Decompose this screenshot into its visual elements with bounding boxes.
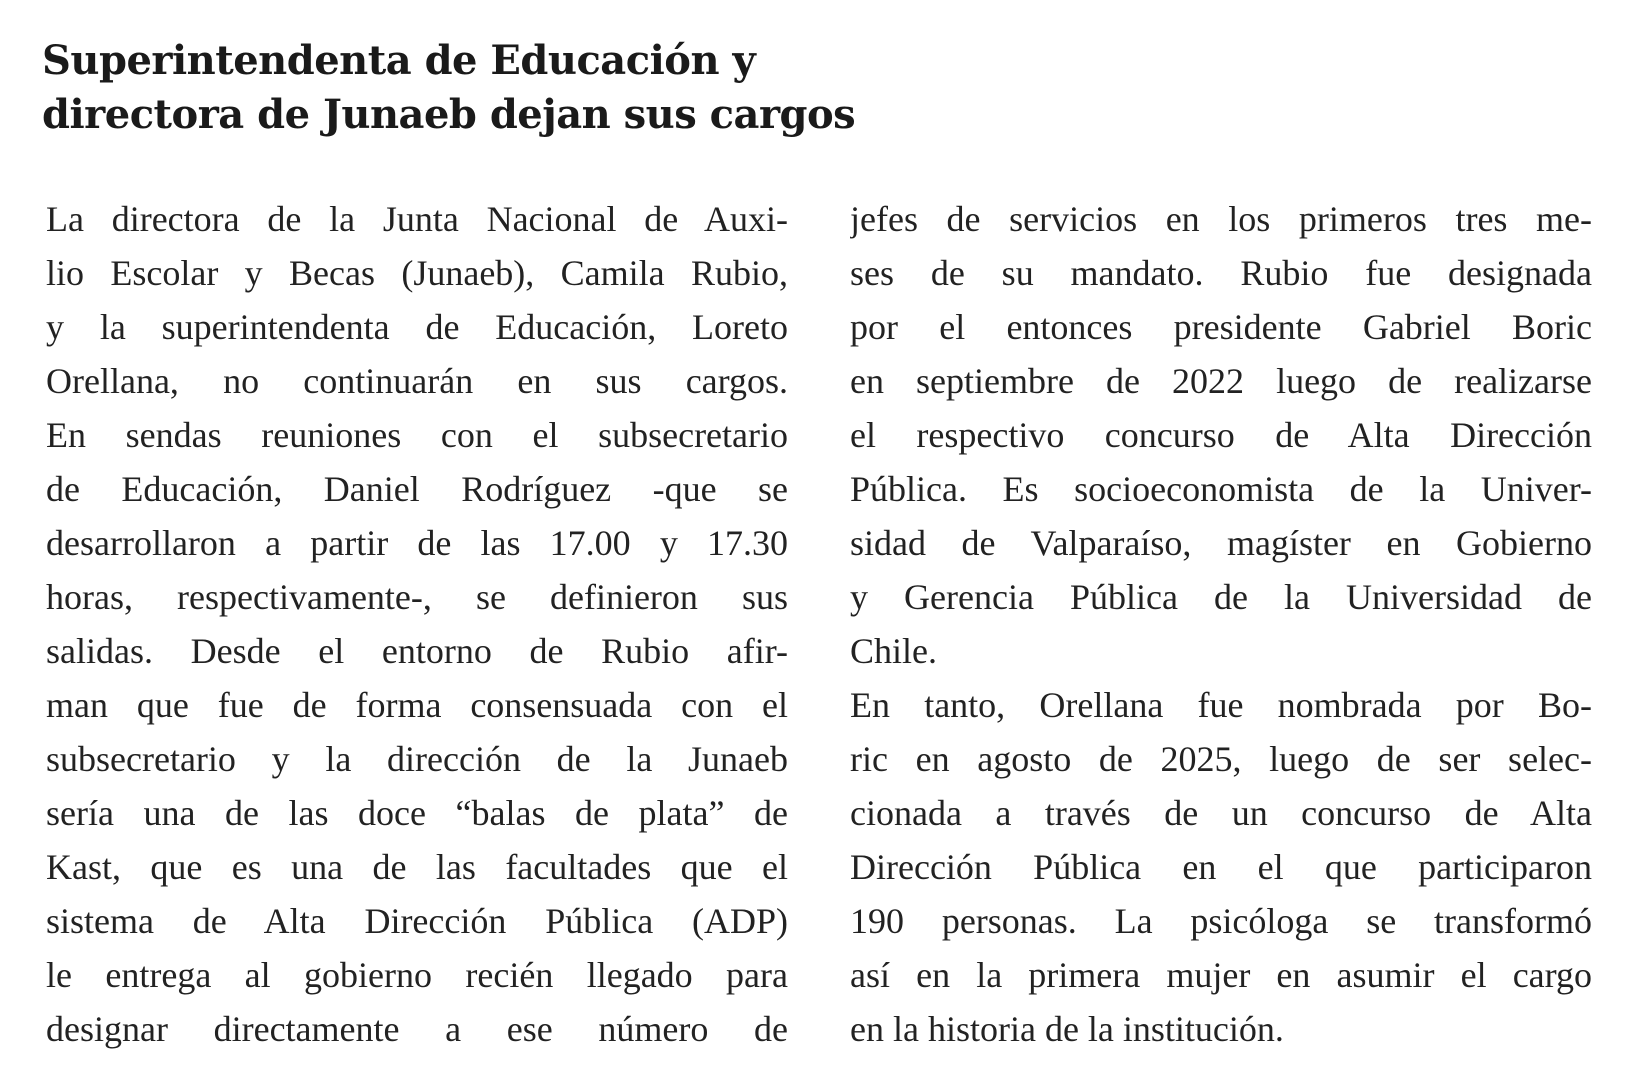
body-line: sistema de Alta Dirección Pública (ADP) (46, 901, 788, 941)
body-line: así en la primera mujer en asumir el cargo (850, 955, 1592, 995)
body-line: y la superintendenta de Educación, Loreto (46, 307, 788, 347)
body-line: desarrollaron a partir de las 17.00 y 17.30 (46, 523, 788, 563)
body-line: horas, respectivamente-, se definieron sus (46, 577, 788, 617)
body-line: sidad de Valparaíso, magíster en Gobierno (850, 523, 1592, 563)
left-text-column (46, 192, 788, 1056)
body-line: ses de su mandato. Rubio fue designada (850, 253, 1592, 293)
body-line: el respectivo concurso de Alta Dirección (850, 415, 1592, 455)
body-line: por el entonces presidente Gabriel Boric (850, 307, 1592, 347)
body-line: subsecretario y la dirección de la Junaeb (46, 739, 788, 779)
headline-line: Superintendenta de Educación y (42, 37, 756, 84)
right-text-column (850, 192, 1592, 1056)
body-line: Dirección Pública en el que participaron (850, 847, 1592, 887)
body-line: y Gerencia Pública de la Universidad de (850, 577, 1592, 617)
body-line: en la historia de la institución. (850, 1009, 1284, 1049)
body-line: Orellana, no continuarán en sus cargos. (46, 361, 788, 401)
body-line: salidas. Desde el entorno de Rubio afir- (46, 631, 788, 671)
body-line: ric en agosto de 2025, luego de ser selec- (850, 739, 1592, 779)
body-line: En sendas reuniones con el subsecretario (46, 415, 788, 455)
body-line: Pública. Es socioeconomista de la Univer- (850, 469, 1592, 509)
headline-line: directora de Junaeb dejan sus cargos (42, 91, 856, 138)
body-line: lio Escolar y Becas (Junaeb), Camila Rubio, (46, 253, 788, 293)
body-line: cionada a través de un concurso de Alta (850, 793, 1592, 833)
body-line: En tanto, Orellana fue nombrada por Bo- (850, 685, 1592, 725)
body-line: man que fue de forma consensuada con el (46, 685, 788, 725)
body-line: sería una de las doce “balas de plata” de (46, 793, 788, 833)
body-line: 190 personas. La psicóloga se transformó (850, 901, 1592, 941)
body-line: le entrega al gobierno recién llegado para (46, 955, 788, 995)
body-line: designar directamente a ese número de (46, 1009, 788, 1049)
body-line: en septiembre de 2022 luego de realizarse (850, 361, 1592, 401)
body-line: Kast, que es una de las facultades que el (46, 847, 788, 887)
body-line: jefes de servicios en los primeros tres me- (850, 199, 1592, 239)
body-line: de Educación, Daniel Rodríguez -que se (46, 469, 788, 509)
headline (42, 34, 1242, 142)
body-line: Chile. (850, 631, 937, 671)
body-line: La directora de la Junta Nacional de Auxi- (46, 199, 788, 239)
